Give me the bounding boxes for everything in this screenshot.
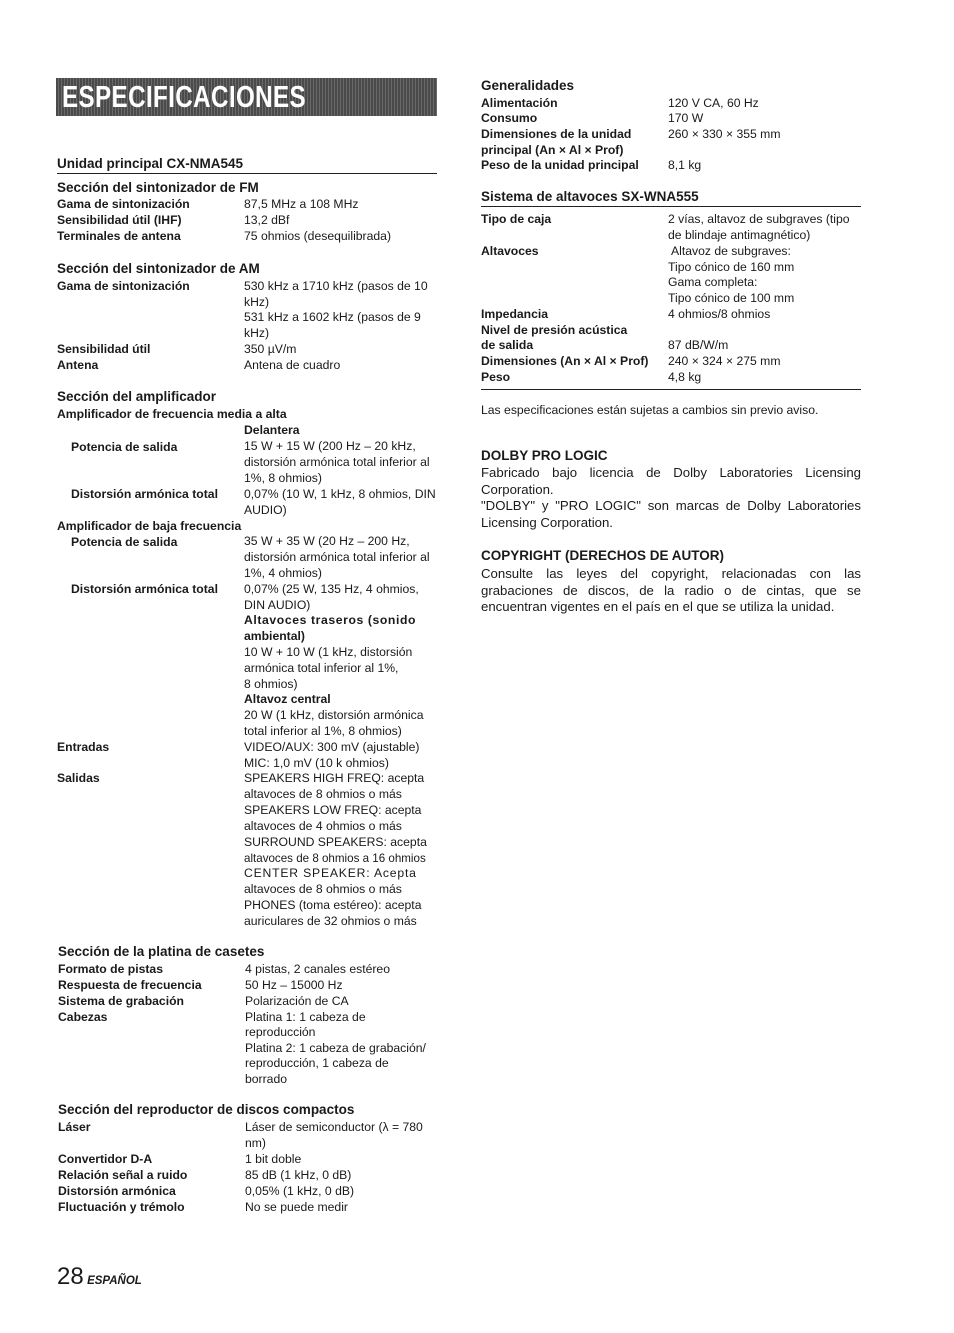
am-section-title: Sección del sintonizador de AM	[57, 261, 260, 276]
fm-section-title: Sección del sintonizador de FM	[57, 180, 259, 195]
spec-value: Tipo cónico de 100 mm	[668, 291, 795, 305]
spec-label: Entradas	[57, 740, 110, 754]
spec-label: Dimensiones (An × Al × Prof)	[481, 354, 649, 368]
dolby-paragraph: Fabricado bajo licencia de Dolby Laboratories Licensing Corporation.	[481, 465, 861, 497]
spec-value: 0,07% (10 W, 1 kHz, 8 ohmios, DIN	[244, 487, 436, 501]
section-banner	[56, 78, 437, 116]
spec-label: Potencia de salida	[71, 535, 178, 549]
spec-label: Peso de la unidad principal	[481, 158, 639, 172]
spec-value: 15 W + 15 W (200 Hz – 20 kHz,	[244, 439, 416, 453]
spec-label: Cabezas	[58, 1010, 108, 1024]
spec-value: borrado	[245, 1072, 288, 1086]
unit-title: Unidad principal CX-NMA545	[57, 156, 437, 174]
spec-value: DIN AUDIO)	[244, 598, 311, 612]
spec-value: 87,5 MHz a 108 MHz	[244, 197, 359, 211]
spec-label: Respuesta de frecuencia	[58, 978, 202, 992]
page-number: 28	[57, 1263, 84, 1290]
spec-value: PHONES (toma estéreo): acepta	[244, 898, 422, 912]
dolby-title: DOLBY PRO LOGIC	[481, 448, 608, 463]
spec-value: auriculares de 32 ohmios o más	[244, 914, 417, 928]
speakers-section-title: Sistema de altavoces SX-WNA555	[481, 189, 861, 207]
spec-label: Sensibilidad útil	[57, 342, 151, 356]
spec-value: 13,2 dBf	[244, 213, 290, 227]
spec-value: Altavoz de subgraves:	[671, 244, 791, 258]
spec-value: armónica total inferior al 1%,	[244, 661, 399, 675]
spec-label: de salida	[481, 338, 534, 352]
page-language: ESPAÑOL	[87, 1275, 142, 1287]
spec-value: altavoces de 8 ohmios a 16 ohmios	[244, 852, 426, 865]
spec-value: 0,05% (1 kHz, 0 dB)	[245, 1184, 355, 1198]
spec-value: 1%, 4 ohmios)	[244, 566, 322, 580]
spec-label: Terminales de antena	[57, 229, 181, 243]
general-section-title: Generalidades	[481, 78, 575, 93]
spec-value: 4,8 kg	[668, 370, 702, 384]
spec-label: Relación señal a ruido	[58, 1168, 188, 1182]
spec-value: 4 pistas, 2 canales estéreo	[245, 962, 390, 976]
spec-value: SURROUND SPEAKERS: acepta	[244, 835, 427, 849]
spec-value: 120 V CA, 60 Hz	[668, 96, 759, 110]
spec-value: SPEAKERS HIGH FREQ: acepta	[244, 771, 425, 785]
spec-label: principal (An × Al × Prof)	[481, 143, 624, 157]
spec-value: No se puede medir	[245, 1200, 348, 1214]
spec-value: Tipo cónico de 160 mm	[668, 260, 795, 274]
spec-label: Peso	[481, 370, 511, 384]
spec-value: 35 W + 35 W (20 Hz – 200 Hz,	[244, 534, 410, 548]
spec-value: 8,1 kg	[668, 158, 702, 172]
amp-channel-title: ambiental)	[244, 629, 305, 643]
spec-label: Alimentación	[481, 96, 558, 110]
spec-value: CENTER SPEAKER: Acepta	[244, 866, 417, 880]
spec-value: MIC: 1,0 mV (10 k ohmios)	[244, 756, 389, 770]
spec-value: 531 kHz a 1602 kHz (pasos de 9	[244, 310, 421, 324]
spec-value: de blindaje antimagnético)	[668, 228, 811, 242]
spec-label: Antena	[57, 358, 99, 372]
spec-value: Láser de semiconductor (λ = 780	[245, 1120, 423, 1134]
spec-label: Impedancia	[481, 307, 549, 321]
spec-label: Consumo	[481, 111, 538, 125]
spec-value: 240 × 324 × 275 mm	[668, 354, 781, 368]
spec-label: Fluctuación y trémolo	[58, 1200, 185, 1214]
spec-label: Altavoces	[481, 244, 539, 258]
spec-label: Distorsión armónica	[58, 1184, 176, 1198]
spec-value: 1%, 8 ohmios)	[244, 471, 322, 485]
copyright-title: COPYRIGHT (DERECHOS DE AUTOR)	[481, 548, 725, 563]
amp-channel-title: Delantera	[244, 423, 300, 437]
spec-value: 50 Hz – 15000 Hz	[245, 978, 343, 992]
spec-value: altavoces de 8 ohmios o más	[244, 787, 402, 801]
spec-value: altavoces de 8 ohmios o más	[244, 882, 402, 896]
spec-value: 4 ohmios/8 ohmios	[668, 307, 771, 321]
spec-value: altavoces de 4 ohmios o más	[244, 819, 402, 833]
spec-value: kHz)	[244, 326, 270, 340]
spec-value: Polarización de CA	[245, 994, 349, 1008]
spec-value: reproducción, 1 cabeza de	[245, 1056, 389, 1070]
spec-notice: Las especificaciones están sujetas a cambios sin previo aviso.	[481, 403, 819, 417]
spec-label: Dimensiones de la unidad	[481, 127, 632, 141]
amp-channel-title: Altavoz central	[244, 692, 331, 706]
spec-value: distorsión armónica total inferior al	[244, 455, 430, 469]
spec-label: Convertidor D-A	[58, 1152, 153, 1166]
spec-value: Platina 2: 1 cabeza de grabación/	[245, 1041, 426, 1055]
spec-value: 350 µV/m	[244, 342, 297, 356]
spec-label: Salidas	[57, 771, 100, 785]
spec-value: Platina 1: 1 cabeza de	[245, 1010, 366, 1024]
spec-value: Gama completa:	[668, 275, 758, 289]
spec-value: 20 W (1 kHz, distorsión armónica	[244, 708, 424, 722]
spec-value: Antena de cuadro	[244, 358, 341, 372]
dolby-trademark-paragraph: "DOLBY" y "PRO LOGIC" son marcas de Dolby Laboratories Licensing Corporation.	[481, 498, 861, 530]
spec-value: 530 kHz a 1710 kHz (pasos de 10	[244, 279, 428, 293]
spec-value: kHz)	[244, 295, 270, 309]
spec-value: VIDEO/AUX: 300 mV (ajustable)	[244, 740, 420, 754]
spec-value: 1 bit doble	[245, 1152, 302, 1166]
spec-label: Gama de sintonización	[57, 279, 190, 293]
spec-value: nm)	[245, 1136, 266, 1150]
spec-label: Distorsión armónica total	[71, 582, 218, 596]
spec-value: 87 dB/W/m	[668, 338, 729, 352]
deck-section-title: Sección de la platina de casetes	[58, 944, 265, 959]
spec-value: SPEAKERS LOW FREQ: acepta	[244, 803, 422, 817]
spec-value: distorsión armónica total inferior al	[244, 550, 430, 564]
spec-value: 0,07% (25 W, 135 Hz, 4 ohmios,	[244, 582, 419, 596]
cd-section-title: Sección del reproductor de discos compactos	[58, 1102, 355, 1117]
spec-value: reproducción	[245, 1025, 316, 1039]
spec-label: Sistema de grabación	[58, 994, 184, 1008]
spec-value: 260 × 330 × 355 mm	[668, 127, 781, 141]
amp-section-title: Sección del amplificador	[57, 389, 217, 404]
spec-value: 2 vías, altavoz de subgraves (tipo	[668, 212, 850, 226]
copyright-paragraph: Consulte las leyes del copyright, relacionadas con las grabaciones de discos, de la radio o de cintas, que se encuentran vigentes en el país en el que se utiliza la unidad.	[481, 566, 861, 615]
spec-label: Sensibilidad útil (IHF)	[57, 213, 182, 227]
spec-label: Láser	[58, 1120, 91, 1134]
page-footer	[57, 1264, 142, 1290]
amp-channel-title: Altavoces traseros (sonido	[244, 613, 417, 627]
spec-label: Distorsión armónica total	[71, 487, 218, 501]
spec-label: Gama de sintonización	[57, 197, 190, 211]
spec-label: Formato de pistas	[58, 962, 163, 976]
spec-value: total inferior al 1%, 8 ohmios)	[244, 724, 402, 738]
spec-value: 85 dB (1 kHz, 0 dB)	[245, 1168, 352, 1182]
divider	[481, 389, 861, 390]
spec-label: Nivel de presión acústica	[481, 323, 628, 337]
page-title: ESPECIFICACIONES	[62, 79, 307, 114]
spec-value: 8 ohmios)	[244, 677, 298, 691]
spec-label: Tipo de caja	[481, 212, 552, 226]
spec-value: 170 W	[668, 111, 704, 125]
amp-subtitle: Amplificador de baja frecuencia	[57, 519, 242, 533]
spec-label: Potencia de salida	[71, 440, 178, 454]
spec-value: AUDIO)	[244, 503, 287, 517]
spec-value: 75 ohmios (desequilibrada)	[244, 229, 392, 243]
spec-value: 10 W + 10 W (1 kHz, distorsión	[244, 645, 413, 659]
amp-subtitle: Amplificador de frecuencia media a alta	[57, 407, 287, 421]
